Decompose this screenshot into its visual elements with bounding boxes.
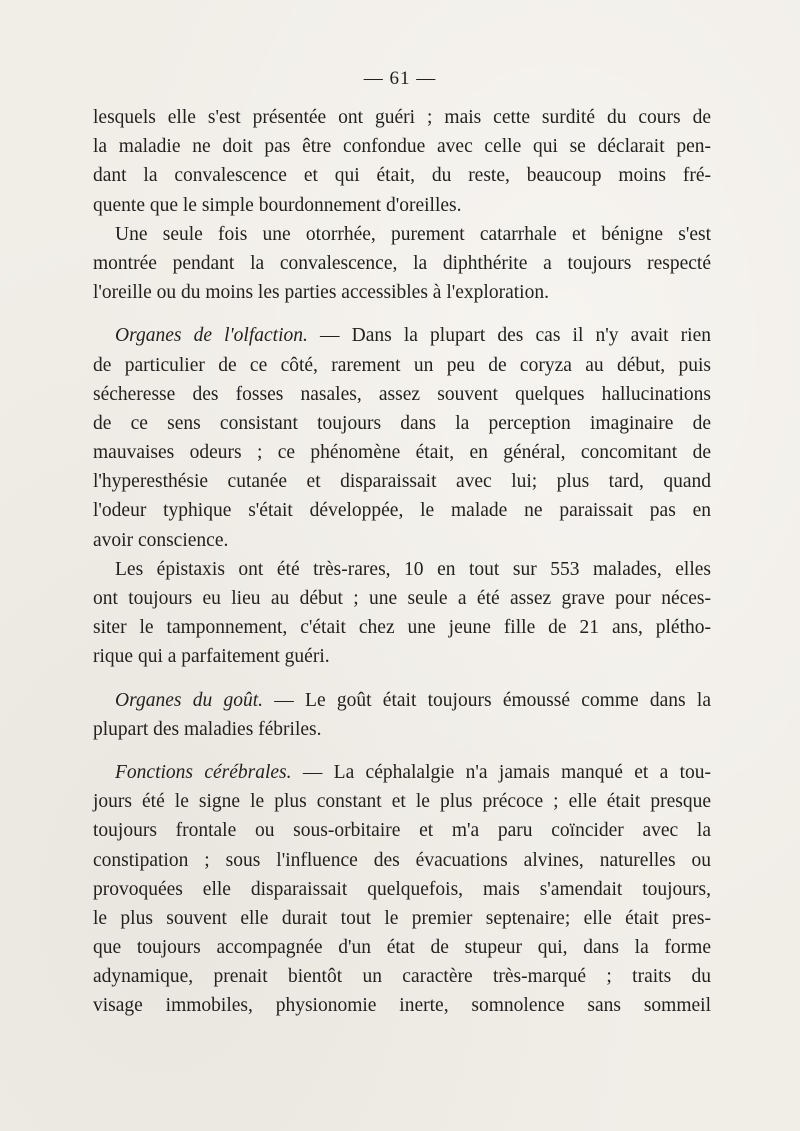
text-line: l'odeur typhique s'était développée, le malade ne paraissait pas en [93,500,711,522]
paragraph-otorrhea [93,220,711,308]
text-line: Une seule fois une otorrhée, purement catarrhale et bénigne s'est [115,223,711,245]
text-line: l'oreille ou du moins les parties accessibles à l'exploration. [93,282,549,304]
text-line [93,686,711,715]
text-line: de particulier de ce côté, rarement un peu de coryza au début, puis [93,354,711,376]
text-line: l'hyperesthésie cutanée et disparaissait avec lui; plus tard, quand [93,471,711,493]
paragraph-taste [93,686,711,744]
text-line: constipation ; sous l'influence des évacuations alvines, naturelles ou [93,849,711,871]
text-line: le plus souvent elle durait tout le premier septenaire; elle était pres- [93,907,711,929]
page-number: — 61 — [363,68,437,89]
text-line: visage immobiles, physionomie inerte, somnolence sans sommeil [93,995,711,1017]
text-line: adynamique, prenait bientôt un caractère très-marqué ; traits du [93,966,711,988]
text-line: mauvaises odeurs ; ce phénomène était, en général, concomitant de [93,442,711,464]
paragraph-gap [93,744,711,758]
text-line: la maladie ne doit pas être confondue avec celle qui se déclarait pen- [93,136,711,158]
text-run: — La céphalalgie n'a jamais manqué et a tou- [291,761,711,783]
text-line: siter le tamponnement, c'était chez une jeune fille de 21 ans, plétho- [93,617,711,639]
text-line: sécheresse des fosses nasales, assez souvent quelques hallucinations [93,383,711,405]
text-line: lesquels elle s'est présentée ont guéri ; mais cette surdité du cours de [93,107,711,128]
text-line: plupart des maladies fébriles. [93,718,322,740]
text-line [93,758,711,787]
text-line: toujours frontale ou sous-orbitaire et m'a paru coïncider avec la [93,820,711,842]
paragraph-cerebral [93,758,711,1021]
paragraph-gap [93,672,711,686]
text-line: montrée pendant la convalescence, la diphthérite a toujours respecté [93,252,711,274]
text-line: de ce sens consistant toujours dans la perception imaginaire de [93,412,711,434]
text-line: ont toujours eu lieu au début ; une seule a été assez grave pour néces- [93,588,711,609]
paragraph-gap [93,307,711,321]
text-line [93,321,711,350]
text-line: provoquées elle disparaissait quelquefois, mais s'amendait toujours, [93,878,711,900]
text-line: rique qui a parfaitement guéri. [93,646,330,668]
text-line: dant la convalescence et qui était, du reste, beaucoup moins fré- [93,165,711,187]
text-run: — Le goût était toujours émoussé comme dans la [263,689,711,711]
text-run: — Dans la plupart des cas il n'y avait rien [307,325,711,347]
text-line: que toujours accompagnée d'un état de stupeur qui, dans la forme [93,937,711,959]
paragraph-olfaction [93,321,711,555]
section-heading-taste: Organes du goût. [115,689,264,711]
section-heading-cerebral: Fonctions cérébrales. [115,761,292,783]
paragraph-epistaxis [93,555,711,672]
paragraph-hearing [93,103,711,220]
body-text [93,103,711,1021]
section-heading-olfaction: Organes de l'olfaction. [115,325,308,347]
text-line: Les épistaxis ont été très-rares, 10 en tout sur 553 malades, elles [115,558,711,580]
text-line: jours été le signe le plus constant et le plus précoce ; elle était presque [93,791,711,813]
text-line: avoir conscience. [93,529,229,551]
text-line: quente que le simple bourdonnement d'oreilles. [93,194,462,216]
